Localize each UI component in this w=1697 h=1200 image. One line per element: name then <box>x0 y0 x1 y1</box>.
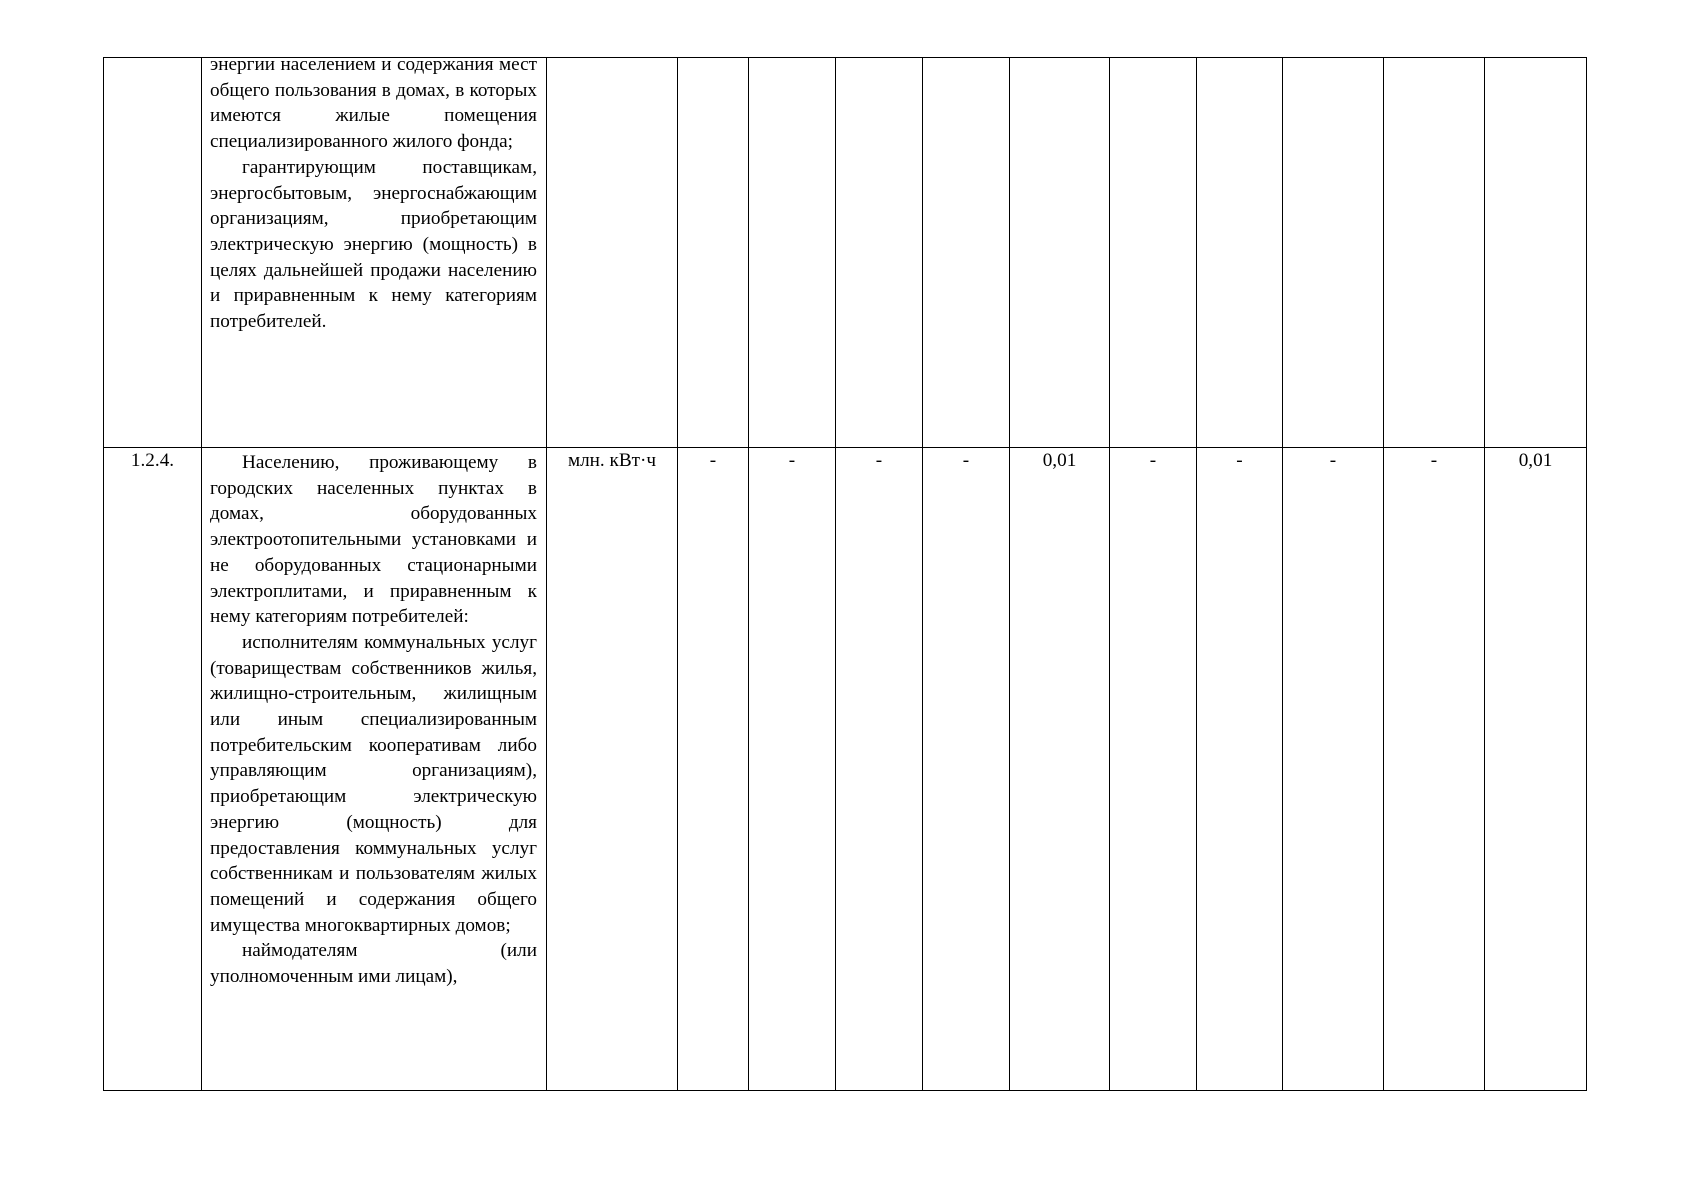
data-table <box>103 54 1587 1091</box>
table-row <box>104 58 1587 448</box>
value-cell <box>1197 58 1283 448</box>
value-cell: - <box>678 448 749 1091</box>
value-cell: 0,01 <box>1485 448 1587 1091</box>
description-paragraph: наймодателям (или уполномоченным ими лицам), <box>210 940 537 988</box>
row-description <box>202 54 547 448</box>
value-cell <box>1485 58 1587 448</box>
row-number <box>104 58 202 448</box>
value-cell: - <box>1197 448 1283 1091</box>
description-paragraph: Населению, проживающему в городских населенных пунктах в домах, оборудованных электроотопительными установками и не оборудованных стационарными электроплитами, и приравненным к нему категориям потребителей: <box>210 452 537 628</box>
row-number: 1.2.4. <box>104 448 202 1091</box>
value-cell <box>1010 58 1110 448</box>
description-paragraph: исполнителям коммунальных услуг (товариществам собственников жилья, жилищно-строительным, жилищным или иным специализированным потребительским кооперативам либо управляющим организациям), приобретающим электрическую энергию (мощность) для предоставления коммунальных услуг собственникам и пользователям жилых помещений и содержания общего имущества многоквартирных домов; <box>210 631 537 936</box>
value-cell: - <box>1384 448 1485 1091</box>
value-cell <box>923 58 1010 448</box>
value-cell <box>1283 58 1384 448</box>
value-cell <box>1384 58 1485 448</box>
value-cell: 0,01 <box>1010 448 1110 1091</box>
value-cell: - <box>749 448 836 1091</box>
value-cell <box>678 58 749 448</box>
description-paragraph: энергии населением и содержания мест общего пользования в домах, в которых имеются жилые помещения специализированного жилого фонда; <box>210 54 537 153</box>
row-description <box>202 448 547 1091</box>
row-unit <box>547 58 678 448</box>
value-cell <box>1110 58 1197 448</box>
value-cell <box>836 58 923 448</box>
table-row <box>104 448 1587 1091</box>
value-cell <box>749 58 836 448</box>
description-paragraph: гарантирующим поставщикам, энергосбытовым, энергоснабжающим организациям, приобретающим электрическую энергию (мощность) в целях дальнейшей продажи населению и приравненным к нему категориям потребителей. <box>210 156 537 333</box>
value-cell: - <box>836 448 923 1091</box>
row-unit: млн. кВт·ч <box>547 448 678 1091</box>
value-cell: - <box>1110 448 1197 1091</box>
value-cell: - <box>923 448 1010 1091</box>
value-cell: - <box>1283 448 1384 1091</box>
